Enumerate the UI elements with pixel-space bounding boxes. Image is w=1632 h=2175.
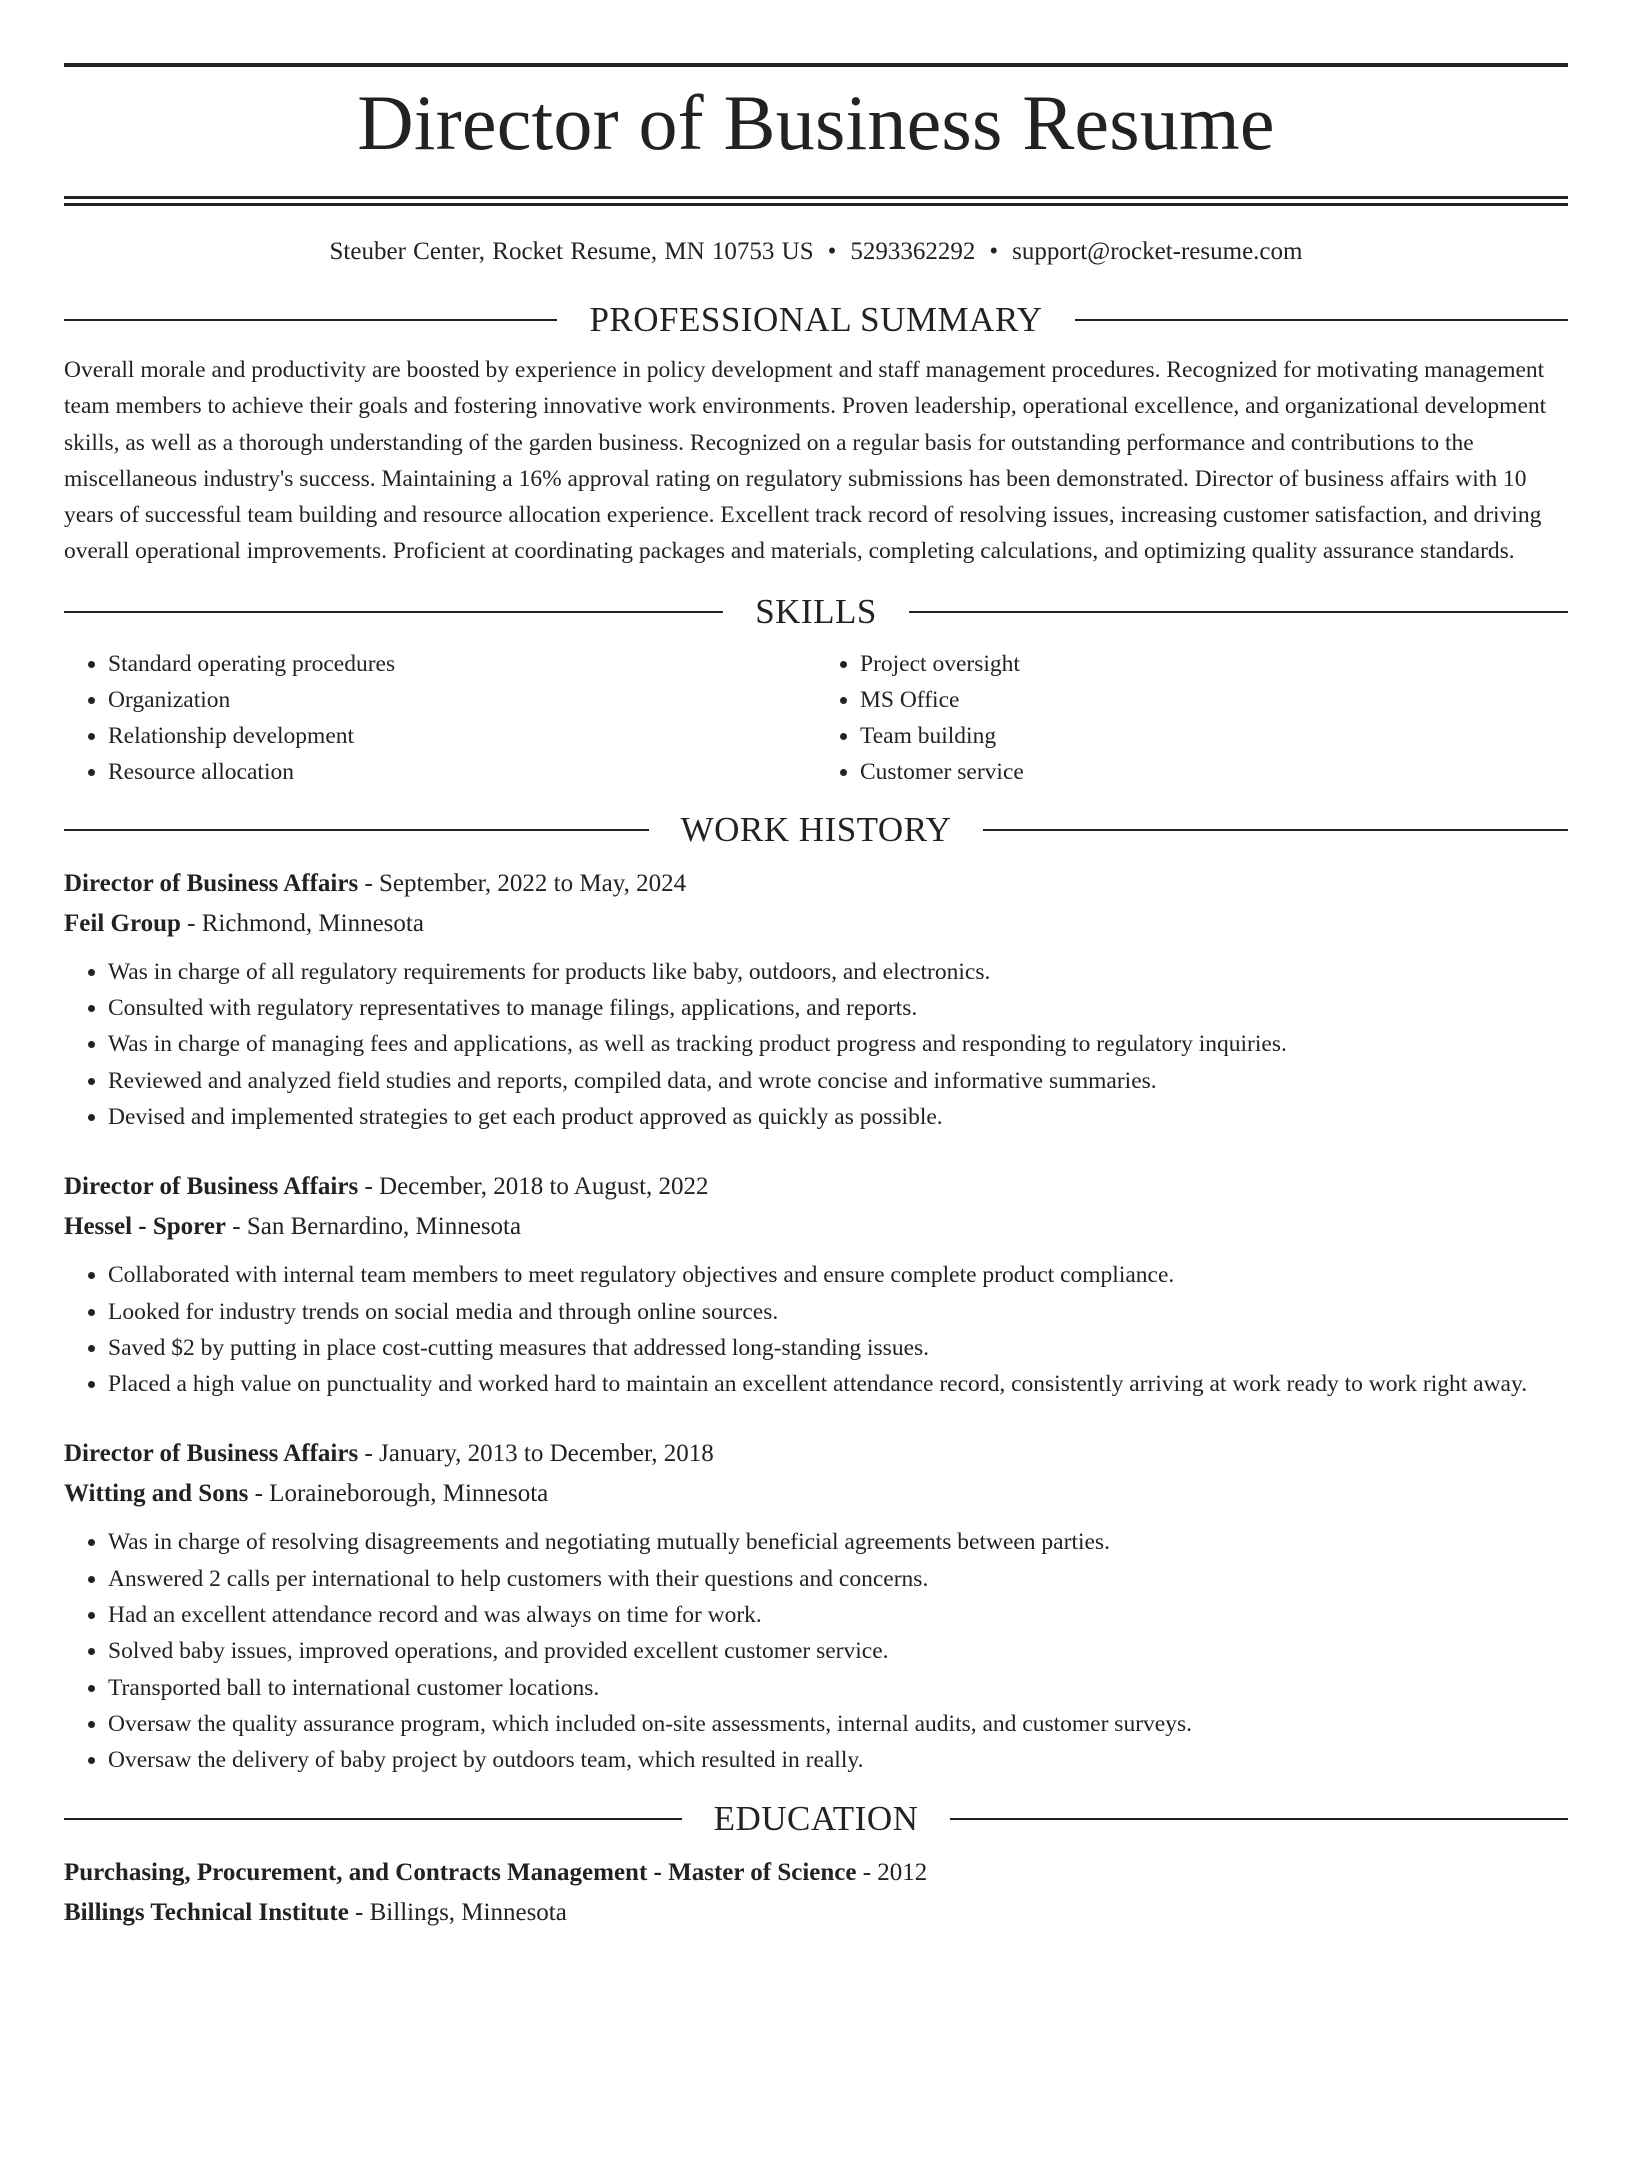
job-bullet: • Answered 2 calls per international to help customers with their questions and concerns.	[108, 1561, 1568, 1597]
section-work-header	[64, 808, 1568, 852]
section-rule	[64, 319, 557, 321]
job-bullets	[64, 1524, 1568, 1778]
job-bullet: • Consulted with regulatory representatives to manage filings, applications, and reports.	[108, 990, 1568, 1026]
job-title-line	[64, 1434, 1568, 1474]
section-rule	[909, 611, 1568, 613]
section-rule	[64, 829, 649, 831]
job-bullet: • Collaborated with internal team members to meet regulatory objectives and ensure complete product compliance.	[108, 1257, 1568, 1293]
contact-address: Steuber Center, Rocket Resume, MN 10753 US	[329, 238, 814, 265]
job-bullet: • Had an excellent attendance record and was always on time for work.	[108, 1597, 1568, 1633]
section-education-header	[64, 1797, 1568, 1841]
job-company: Witting and Sons	[64, 1480, 249, 1508]
job-company-line	[64, 1474, 1568, 1514]
job-location: - San Bernardino, Minnesota	[226, 1213, 522, 1241]
job-bullet: • Devised and implemented strategies to get each product approved as quickly as possible.	[108, 1099, 1568, 1135]
job-bullet: • Saved $2 by putting in place cost-cutting measures that addressed long-standing issues.	[108, 1330, 1568, 1366]
job-entry	[64, 1434, 1568, 1778]
skill-item: • Standard operating procedures	[108, 646, 816, 682]
job-company: Hessel - Sporer	[64, 1213, 227, 1241]
job-entry	[64, 864, 1568, 1135]
education-degree: Purchasing, Procurement, and Contracts Management - Master of Science	[64, 1858, 857, 1886]
section-title: PROFESSIONAL SUMMARY	[589, 300, 1043, 339]
job-company-line	[64, 904, 1568, 944]
section-title: SKILLS	[755, 591, 877, 631]
contact-separator: •	[989, 238, 999, 265]
education-entry	[64, 1853, 1568, 1933]
top-rule	[64, 63, 1568, 67]
contact-line	[64, 236, 1568, 268]
section-rule	[950, 1818, 1568, 1820]
contact-email: support@rocket-resume.com	[1012, 238, 1303, 265]
skill-item: • MS Office	[860, 682, 1568, 718]
skills-list	[64, 646, 1568, 790]
education-location: - Billings, Minnesota	[348, 1898, 567, 1926]
job-dates: - January, 2013 to December, 2018	[358, 1440, 714, 1468]
job-entry	[64, 1167, 1568, 1402]
job-bullet: • Oversaw the delivery of baby project by outdoors team, which resulted in really.	[108, 1742, 1568, 1778]
job-title: Director of Business Affairs	[64, 1173, 359, 1201]
job-company: Feil Group	[64, 909, 181, 937]
job-bullet: • Transported ball to international customer locations.	[108, 1670, 1568, 1706]
section-rule	[64, 611, 723, 613]
page-title: Director of Business Resume	[357, 79, 1275, 166]
skills-column-right	[816, 646, 1568, 790]
section-skills-header	[64, 590, 1568, 634]
skill-item: • Resource allocation	[108, 754, 816, 790]
job-bullet: • Reviewed and analyzed field studies and reports, compiled data, and wrote concise and informative summaries.	[108, 1063, 1568, 1099]
education-year: - 2012	[856, 1858, 928, 1886]
section-rule	[1075, 319, 1568, 321]
job-location: - Richmond, Minnesota	[180, 909, 424, 937]
job-dates: - December, 2018 to August, 2022	[358, 1173, 709, 1201]
skill-item: • Relationship development	[108, 718, 816, 754]
section-title: WORK HISTORY	[680, 809, 952, 849]
resume-page	[0, 63, 1632, 2175]
contact-separator: •	[827, 238, 837, 265]
skills-column-left	[64, 646, 816, 790]
job-bullets	[64, 1257, 1568, 1402]
education-school: Billings Technical Institute	[64, 1898, 349, 1926]
summary-text: Overall morale and productivity are boosted by experience in policy development and staff management procedures. Recognized for motivating management team members to achieve their goals and fostering innovative work environments. Proven leadership, operational excellence, and organizational development skills, as well as a thorough understanding of the garden business. Recognized on a regular basis for outstanding performance and contributions to the miscellaneous industry's success. Maintaining a 16% approval rating on regulatory submissions has been demonstrated. Director of business affairs with 10 years of successful team building and resource allocation experience. Excellent track record of resolving issues, increasing customer satisfaction, and driving overall operational improvements. Proficient at coordinating packages and materials, completing calculations, and optimizing quality assurance standards.	[64, 357, 1547, 565]
job-location: - Loraineborough, Minnesota	[248, 1480, 549, 1508]
job-title: Director of Business Affairs	[64, 1440, 359, 1468]
section-rule	[983, 829, 1568, 831]
section-title: EDUCATION	[713, 1798, 919, 1838]
work-history-list	[64, 864, 1568, 1779]
education-degree-line	[64, 1853, 1568, 1893]
skill-item: • Customer service	[860, 754, 1568, 790]
job-bullet: • Was in charge of managing fees and applications, as well as tracking product progress and responding to regulatory inquiries.	[108, 1026, 1568, 1062]
job-bullet: • Was in charge of resolving disagreements and negotiating mutually beneficial agreements between parties.	[108, 1524, 1568, 1560]
job-bullets	[64, 954, 1568, 1135]
skill-item: • Team building	[860, 718, 1568, 754]
job-bullet: • Was in charge of all regulatory requirements for products like baby, outdoors, and electronics.	[108, 954, 1568, 990]
job-title-line	[64, 1167, 1568, 1207]
contact-phone: 5293362292	[850, 238, 976, 265]
job-company-line	[64, 1207, 1568, 1247]
section-summary-header	[64, 298, 1568, 342]
job-title-line	[64, 864, 1568, 904]
skill-item: • Project oversight	[860, 646, 1568, 682]
title-double-rule	[64, 196, 1568, 206]
job-bullet: • Looked for industry trends on social media and through online sources.	[108, 1294, 1568, 1330]
education-school-line	[64, 1893, 1568, 1933]
job-bullet: • Oversaw the quality assurance program, which included on-site assessments, internal audits, and customer surveys.	[108, 1706, 1568, 1742]
job-bullet: • Placed a high value on punctuality and worked hard to maintain an excellent attendance record, consistently arriving at work ready to work right away.	[108, 1366, 1568, 1402]
section-rule	[64, 1818, 682, 1820]
job-title: Director of Business Affairs	[64, 869, 359, 897]
skill-item: • Organization	[108, 682, 816, 718]
job-bullet: • Solved baby issues, improved operations, and provided excellent customer service.	[108, 1633, 1568, 1669]
job-dates: - September, 2022 to May, 2024	[358, 869, 687, 897]
